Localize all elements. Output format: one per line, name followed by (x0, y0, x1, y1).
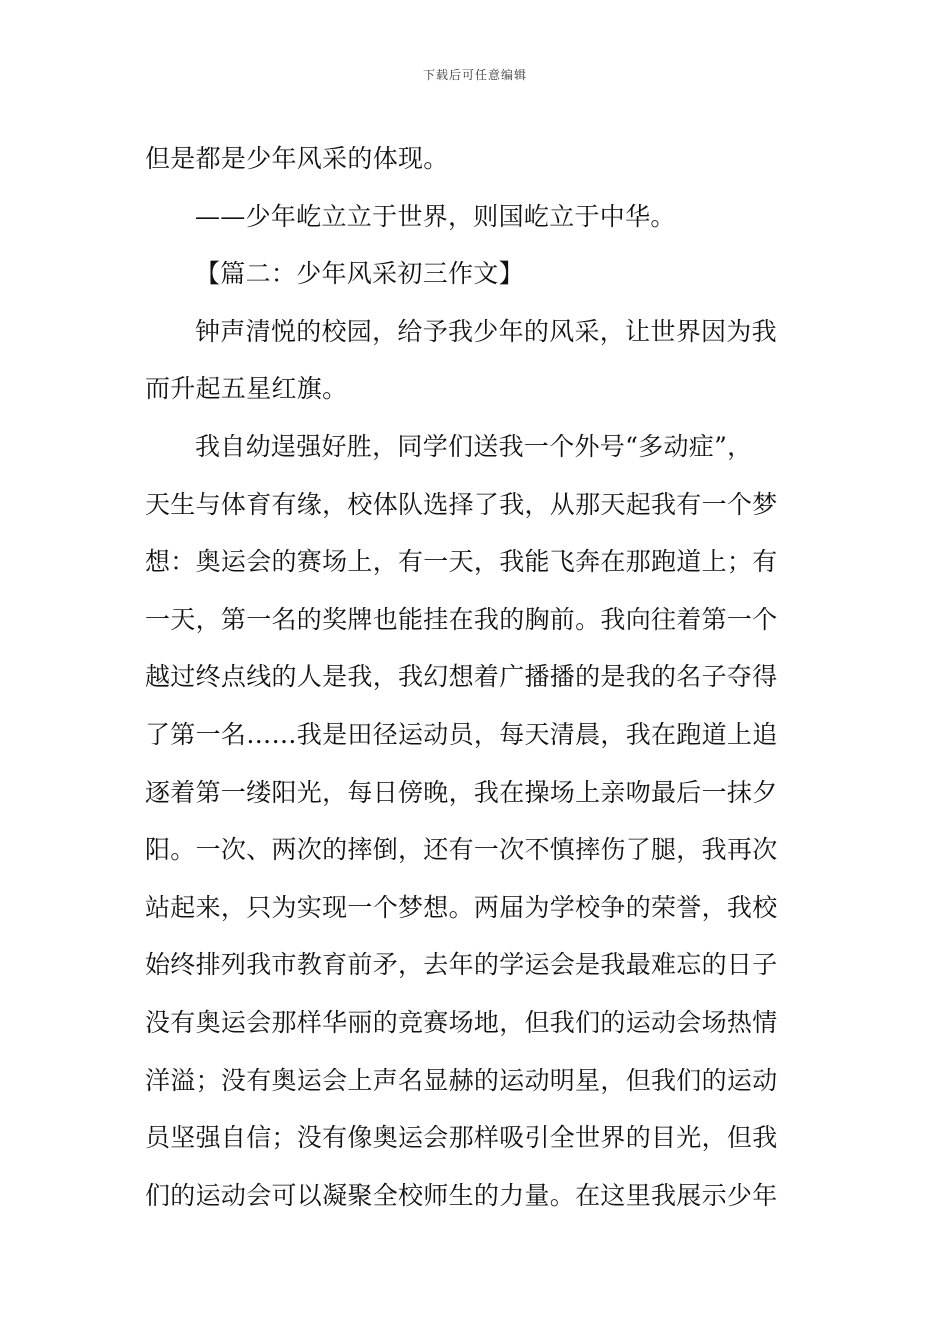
text-line: 们的运动会可以凝聚全校师生的力量。在这里我展示少年 (145, 1180, 778, 1210)
text-line: 但是都是少年风采的体现。 (145, 144, 449, 173)
text-line: 而升起五星红旗。 (145, 374, 348, 404)
text-line: 没有奥运会那样华丽的竞赛场地，但我们的运动会场热情 (145, 1007, 778, 1037)
text-line: 一天，第一名的奖牌也能挂在我的胸前。我向往着第一个 (145, 604, 778, 634)
text-line: 阳。一次、两次的摔倒，还有一次不慎摔伤了腿，我再次 (145, 835, 778, 865)
text-line: 逐着第一缕阳光，每日傍晚，我在操场上亲吻最后一抹夕 (145, 777, 778, 807)
text-line: ——少年屹立立于世界，则国屹立于中华。 (195, 201, 676, 231)
text-line: 天生与体育有缘，校体队选择了我，从那天起我有一个梦 (145, 489, 778, 519)
text-line: 洋溢；没有奥运会上声名显赫的运动明星，但我们的运动 (145, 1065, 778, 1095)
document-body (145, 130, 807, 1224)
text-line: 想：奥运会的赛场上，有一天，我能飞奔在那跑道上；有 (145, 547, 778, 577)
text-line: 站起来，只为实现一个梦想。两届为学校争的荣誉，我校 (145, 892, 778, 922)
text-line: 【篇二：少年风采初三作文】 (195, 259, 524, 289)
text-line: 钟声清悦的校园，给予我少年的风采，让世界因为我 (195, 316, 777, 346)
header-note: 下载后可任意编辑 (422, 68, 527, 82)
text-line: 我自幼逞强好胜，同学们送我一个外号“多动症”， (195, 431, 753, 461)
text-line: 越过终点线的人是我，我幻想着广播播的是我的名子夺得 (145, 662, 778, 692)
text-line: 员坚强自信；没有像奥运会那样吸引全世界的目光，但我 (145, 1123, 778, 1153)
text-line: 了第一名……我是田径运动员，每天清晨，我在跑道上追 (145, 719, 778, 749)
text-line: 始终排列我市教育前矛，去年的学运会是我最难忘的日子 (145, 950, 778, 980)
